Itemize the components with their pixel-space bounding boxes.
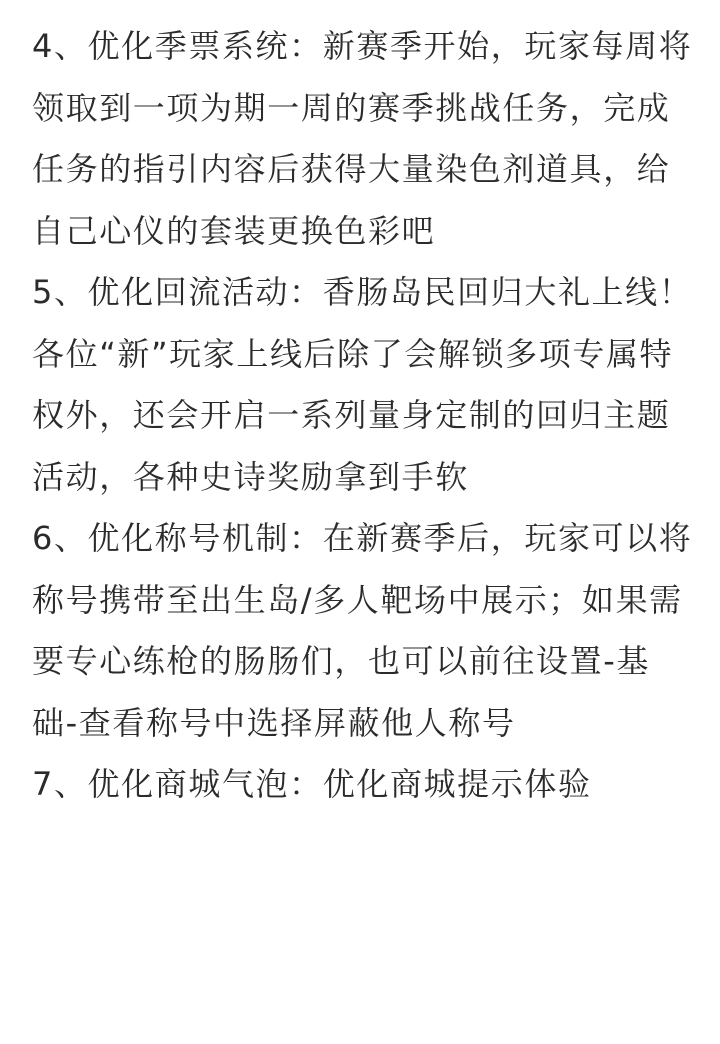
list-item-shop-bubble: 7、优化商城气泡：优化商城提示体验 [32, 765, 592, 803]
list-item-season-pass: 4、优化季票系统：新赛季开始，玩家每周将领取到一项为期一周的赛季挑战任务，完成任务的指引内容后获得大量染色剂道具，给自己心仪的套装更换色彩吧 [32, 27, 693, 250]
list-item-title-mechanism: 6、优化称号机制：在新赛季后，玩家可以将称号携带至出生岛/多人靶场中展示；如果需要专心练枪的肠肠们，也可以前往设置-基础-查看称号中选择屏蔽他人称号 [32, 519, 693, 742]
list-item-return-event: 5、优化回流活动：香肠岛民回归大礼上线！各位“新”玩家上线后除了会解锁多项专属特权外，还会开启一系列量身定制的回归主题活动，各种史诗奖励拿到手软 [32, 273, 693, 496]
article-body [32, 16, 694, 816]
